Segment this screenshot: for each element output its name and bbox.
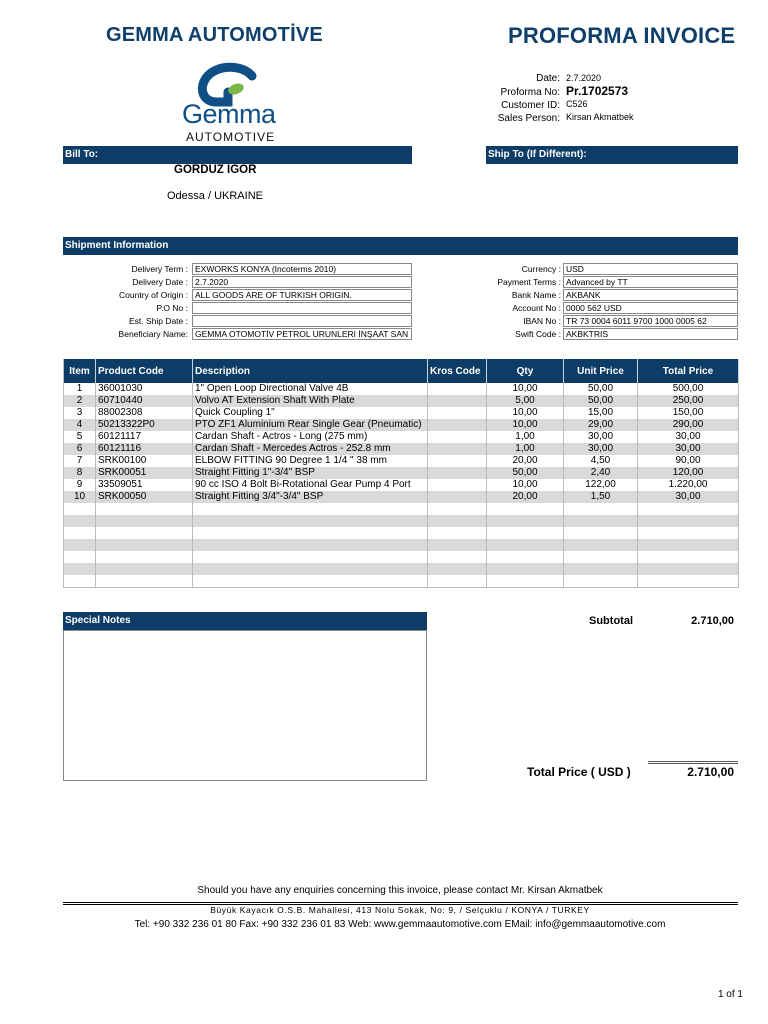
description-cell bbox=[193, 551, 428, 563]
po-label: P.O No : bbox=[156, 303, 188, 313]
description-cell: Cardan Shaft - Actros - Long (275 mm) bbox=[193, 431, 428, 443]
iban-label: IBAN No : bbox=[523, 316, 561, 326]
total-price-cell: 1.220,00 bbox=[638, 479, 739, 491]
empty-table-row bbox=[64, 515, 739, 527]
item-cell: 10 bbox=[64, 491, 96, 503]
description-cell: 1" Open Loop Directional Valve 4B bbox=[193, 383, 428, 395]
kros-code-cell bbox=[428, 563, 487, 575]
bill-to-city: Odessa / UKRAINE bbox=[167, 190, 263, 202]
currency-label: Currency : bbox=[521, 264, 561, 274]
qty-cell: 50,00 bbox=[487, 467, 564, 479]
iban-field: TR 73 0004 6011 9700 1000 0005 62 bbox=[563, 315, 738, 327]
table-row bbox=[64, 383, 739, 395]
product-code-cell bbox=[96, 515, 193, 527]
table-row bbox=[64, 467, 739, 479]
date-value: 2.7.2020 bbox=[566, 73, 602, 83]
special-notes-header: Special Notes bbox=[63, 612, 427, 630]
unit-price-cell: 50,00 bbox=[564, 383, 638, 395]
items-table bbox=[63, 359, 739, 588]
payment-terms-field: Advanced by TT bbox=[563, 276, 738, 288]
table-row bbox=[64, 407, 739, 419]
po-field bbox=[192, 302, 412, 314]
total-price-column-header: Total Price bbox=[638, 359, 739, 383]
item-column-header: Item bbox=[64, 359, 96, 383]
product-code-cell bbox=[96, 563, 193, 575]
est-ship-field bbox=[192, 315, 412, 327]
delivery-date-label: Delivery Date : bbox=[132, 277, 188, 287]
beneficiary-label: Beneficiary Name: bbox=[118, 329, 188, 339]
item-cell: 6 bbox=[64, 443, 96, 455]
description-column-header: Description bbox=[193, 359, 428, 383]
kros-code-cell bbox=[428, 431, 487, 443]
est-ship-label: Est. Ship Date : bbox=[128, 316, 188, 326]
kros-code-cell bbox=[428, 527, 487, 539]
description-cell bbox=[193, 515, 428, 527]
qty-cell: 10,00 bbox=[487, 479, 564, 491]
logo-subtitle: AUTOMOTIVE bbox=[186, 130, 276, 144]
item-cell bbox=[64, 503, 96, 515]
proforma-no-value: Pr.1702573 bbox=[566, 84, 629, 98]
kros-code-cell bbox=[428, 395, 487, 407]
table-row bbox=[64, 443, 739, 455]
kros-code-cell bbox=[428, 575, 487, 588]
unit-price-cell: 29,00 bbox=[564, 419, 638, 431]
bank-name-field: AKBANK bbox=[563, 289, 738, 301]
unit-price-cell: 30,00 bbox=[564, 431, 638, 443]
product-code-cell: SRK00100 bbox=[96, 455, 193, 467]
unit-price-cell: 4,50 bbox=[564, 455, 638, 467]
product-code-cell bbox=[96, 503, 193, 515]
logo-wordmark: Gemma bbox=[182, 99, 276, 129]
beneficiary-field: GEMMA OTOMOTİV PETROL URUNLERI İNŞAAT SAN bbox=[192, 328, 412, 340]
qty-cell: 1,00 bbox=[487, 443, 564, 455]
item-cell bbox=[64, 563, 96, 575]
item-cell: 5 bbox=[64, 431, 96, 443]
account-no-label: Account No : bbox=[512, 303, 561, 313]
empty-table-row bbox=[64, 575, 739, 588]
qty-cell: 20,00 bbox=[487, 455, 564, 467]
product-code-column-header: Product Code bbox=[96, 359, 193, 383]
kros-code-cell bbox=[428, 467, 487, 479]
product-code-cell: 33509051 bbox=[96, 479, 193, 491]
product-code-cell: 88002308 bbox=[96, 407, 193, 419]
product-code-cell: 60710440 bbox=[96, 395, 193, 407]
product-code-cell bbox=[96, 551, 193, 563]
unit-price-cell bbox=[564, 563, 638, 575]
item-cell bbox=[64, 539, 96, 551]
qty-cell bbox=[487, 575, 564, 588]
description-cell: PTO ZF1 Aluminium Rear Single Gear (Pneumatic) bbox=[193, 419, 428, 431]
company-name: GEMMA AUTOMOTİVE bbox=[106, 24, 323, 46]
unit-price-column-header: Unit Price bbox=[564, 359, 638, 383]
delivery-term-label: Delivery Term : bbox=[131, 264, 188, 274]
description-cell: Straight Fitting 3/4"-3/4" BSP bbox=[193, 491, 428, 503]
item-cell bbox=[64, 527, 96, 539]
unit-price-cell: 50,00 bbox=[564, 395, 638, 407]
product-code-cell: 50213322P0 bbox=[96, 419, 193, 431]
kros-code-cell bbox=[428, 539, 487, 551]
total-price-cell bbox=[638, 551, 739, 563]
kros-code-cell bbox=[428, 479, 487, 491]
item-cell: 3 bbox=[64, 407, 96, 419]
currency-field: USD bbox=[563, 263, 738, 275]
total-price-cell bbox=[638, 539, 739, 551]
empty-table-row bbox=[64, 551, 739, 563]
unit-price-cell: 122,00 bbox=[564, 479, 638, 491]
qty-cell: 1,00 bbox=[487, 431, 564, 443]
table-row bbox=[64, 455, 739, 467]
qty-column-header: Qty bbox=[487, 359, 564, 383]
item-cell bbox=[64, 515, 96, 527]
product-code-cell: 60121116 bbox=[96, 443, 193, 455]
product-code-cell bbox=[96, 527, 193, 539]
delivery-date-field: 2.7.2020 bbox=[192, 276, 412, 288]
qty-cell bbox=[487, 563, 564, 575]
table-row bbox=[64, 491, 739, 503]
customer-id-value: C526 bbox=[566, 99, 588, 109]
unit-price-cell bbox=[564, 503, 638, 515]
unit-price-cell bbox=[564, 575, 638, 588]
empty-table-row bbox=[64, 563, 739, 575]
kros-code-column-header: Kros Code bbox=[428, 359, 487, 383]
qty-cell: 5,00 bbox=[487, 395, 564, 407]
item-cell bbox=[64, 575, 96, 588]
description-cell bbox=[193, 527, 428, 539]
description-cell bbox=[193, 503, 428, 515]
total-price-cell: 290,00 bbox=[638, 419, 739, 431]
table-row bbox=[64, 431, 739, 443]
product-code-cell: SRK00051 bbox=[96, 467, 193, 479]
items-header-row bbox=[64, 359, 739, 383]
bank-name-label: Bank Name : bbox=[511, 290, 561, 300]
document-title: PROFORMA INVOICE bbox=[508, 23, 736, 48]
special-notes-box bbox=[63, 630, 427, 781]
product-code-cell: 36001030 bbox=[96, 383, 193, 395]
total-price-cell bbox=[638, 503, 739, 515]
qty-cell: 10,00 bbox=[487, 407, 564, 419]
swift-field: AKBKTRIS bbox=[563, 328, 738, 340]
kros-code-cell bbox=[428, 503, 487, 515]
item-cell: 9 bbox=[64, 479, 96, 491]
description-cell: 90 cc ISO 4 Bolt Bi-Rotational Gear Pump 4 Port bbox=[193, 479, 428, 491]
qty-cell bbox=[487, 527, 564, 539]
company-address: Büyük Kayacık O.S.B. Mahallesi, 413 Nolu Sokak, No: 9, / Selçuklu / KONYA / TURKEY bbox=[210, 905, 590, 915]
account-no-field: 0000 562 USD bbox=[563, 302, 738, 314]
ship-to-header: Ship To (If Different): bbox=[486, 146, 738, 164]
product-code-cell: SRK00050 bbox=[96, 491, 193, 503]
subtotal-label: Subtotal bbox=[589, 615, 633, 627]
origin-field: ALL GOODS ARE OF TURKISH ORIGIN. bbox=[192, 289, 412, 301]
item-cell: 7 bbox=[64, 455, 96, 467]
total-price-cell: 150,00 bbox=[638, 407, 739, 419]
bill-to-name: GORDUZ IGOR bbox=[174, 164, 257, 176]
total-price-cell: 500,00 bbox=[638, 383, 739, 395]
qty-cell bbox=[487, 503, 564, 515]
total-price-cell: 30,00 bbox=[638, 491, 739, 503]
item-cell bbox=[64, 551, 96, 563]
description-cell bbox=[193, 575, 428, 588]
total-price-cell bbox=[638, 575, 739, 588]
qty-cell bbox=[487, 551, 564, 563]
description-cell: ELBOW FITTING 90 Degree 1 1/4 " 38 mm bbox=[193, 455, 428, 467]
unit-price-cell: 1,50 bbox=[564, 491, 638, 503]
total-price-cell: 90,00 bbox=[638, 455, 739, 467]
description-cell: Quick Coupling 1" bbox=[193, 407, 428, 419]
item-cell: 1 bbox=[64, 383, 96, 395]
product-code-cell: 60121117 bbox=[96, 431, 193, 443]
product-code-cell bbox=[96, 575, 193, 588]
page-number: 1 of 1 bbox=[717, 989, 743, 1000]
total-price-cell bbox=[638, 527, 739, 539]
table-row bbox=[64, 479, 739, 491]
date-label: Date: bbox=[536, 73, 560, 84]
unit-price-cell bbox=[564, 551, 638, 563]
kros-code-cell bbox=[428, 419, 487, 431]
proforma-no-label: Proforma No: bbox=[500, 87, 560, 98]
payment-terms-label: Payment Terms : bbox=[497, 277, 561, 287]
unit-price-cell bbox=[564, 515, 638, 527]
qty-cell bbox=[487, 539, 564, 551]
qty-cell: 20,00 bbox=[487, 491, 564, 503]
unit-price-cell bbox=[564, 527, 638, 539]
total-divider bbox=[648, 761, 738, 764]
total-price-cell: 30,00 bbox=[638, 431, 739, 443]
bill-to-header: Bill To: bbox=[63, 146, 412, 164]
description-cell: Straight Fitting 1"-3/4" BSP bbox=[193, 467, 428, 479]
origin-label: Country of Origin : bbox=[119, 290, 188, 300]
description-cell: Cardan Shaft - Mercedes Actros - 252.8 mm bbox=[193, 443, 428, 455]
total-price-value: 2.710,00 bbox=[687, 765, 734, 779]
kros-code-cell bbox=[428, 407, 487, 419]
table-row bbox=[64, 395, 739, 407]
delivery-term-field: EXWORKS KONYA (Incoterms 2010) bbox=[192, 263, 412, 275]
total-price-cell: 120,00 bbox=[638, 467, 739, 479]
kros-code-cell bbox=[428, 455, 487, 467]
empty-table-row bbox=[64, 527, 739, 539]
qty-cell bbox=[487, 515, 564, 527]
kros-code-cell bbox=[428, 515, 487, 527]
table-row bbox=[64, 419, 739, 431]
sales-person-label: Sales Person: bbox=[497, 113, 560, 124]
kros-code-cell bbox=[428, 491, 487, 503]
unit-price-cell: 15,00 bbox=[564, 407, 638, 419]
product-code-cell bbox=[96, 539, 193, 551]
unit-price-cell bbox=[564, 539, 638, 551]
item-cell: 8 bbox=[64, 467, 96, 479]
kros-code-cell bbox=[428, 443, 487, 455]
qty-cell: 10,00 bbox=[487, 419, 564, 431]
qty-cell: 10,00 bbox=[487, 383, 564, 395]
empty-table-row bbox=[64, 539, 739, 551]
unit-price-cell: 2,40 bbox=[564, 467, 638, 479]
total-price-cell bbox=[638, 563, 739, 575]
description-cell bbox=[193, 563, 428, 575]
unit-price-cell: 30,00 bbox=[564, 443, 638, 455]
enquiry-note: Should you have any enquiries concerning this invoice, please contact Mr. Kirsan Akmatbek bbox=[197, 885, 603, 896]
item-cell: 2 bbox=[64, 395, 96, 407]
item-cell: 4 bbox=[64, 419, 96, 431]
items-table-body bbox=[64, 383, 739, 588]
kros-code-cell bbox=[428, 551, 487, 563]
total-price-cell: 30,00 bbox=[638, 443, 739, 455]
total-price-cell: 250,00 bbox=[638, 395, 739, 407]
shipment-info-header: Shipment Information bbox=[63, 237, 738, 255]
description-cell bbox=[193, 539, 428, 551]
kros-code-cell bbox=[428, 383, 487, 395]
empty-table-row bbox=[64, 503, 739, 515]
description-cell: Volvo AT Extension Shaft With Plate bbox=[193, 395, 428, 407]
sales-person-value: Kirsan Akmatbek bbox=[566, 112, 634, 122]
subtotal-value: 2.710,00 bbox=[691, 615, 734, 627]
customer-id-label: Customer ID: bbox=[501, 100, 560, 111]
company-contact: Tel: +90 332 236 01 80 Fax: +90 332 236 01 83 Web: www.gemmaautomotive.com EMail: info@gemmaautomotive.com bbox=[134, 919, 666, 930]
swift-label: Swift Code : bbox=[515, 329, 561, 339]
total-price-label: Total Price ( USD ) bbox=[527, 765, 631, 779]
total-price-cell bbox=[638, 515, 739, 527]
